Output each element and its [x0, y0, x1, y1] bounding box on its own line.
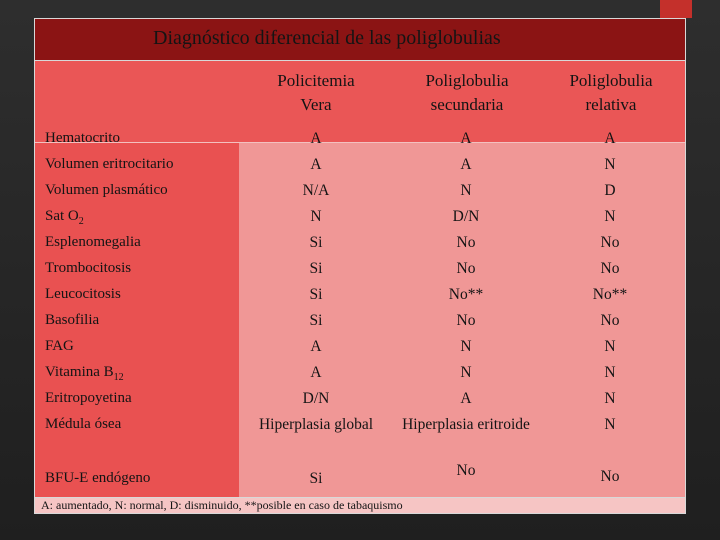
title-bar [35, 19, 685, 61]
row-label-subscript: 2 [78, 216, 84, 227]
table-cell: Hiperplasia global [258, 416, 374, 433]
table-cell: No [456, 462, 476, 479]
table-cell: No** [592, 286, 628, 303]
table-cell: A [460, 156, 472, 173]
row-label-text: Sat O [45, 208, 79, 224]
column-header-policitemia [246, 69, 386, 117]
table-cell: No [600, 468, 620, 485]
table-cell: N [604, 338, 616, 355]
row-label: Volumen plasmático [45, 182, 168, 198]
table-cell: N [460, 364, 472, 381]
column-header-line: Poliglobulia [425, 71, 509, 90]
row-label: BFU-E endógeno [45, 470, 151, 486]
row-label: FAG [45, 338, 74, 354]
table-cell: No [600, 260, 620, 277]
column-header-line: Policitemia [277, 71, 355, 90]
row-label-subscript: 12 [113, 372, 124, 383]
table-cell: No [456, 234, 476, 251]
table-cell: No** [448, 286, 484, 303]
table-cell: N [604, 364, 616, 381]
table-cell: D [604, 182, 616, 199]
table-cell: N [604, 416, 616, 433]
table-cell: No [456, 312, 476, 329]
row-label [45, 208, 84, 227]
column-header-line: relativa [585, 95, 637, 114]
table-cell: N [604, 208, 616, 225]
table-cell: D/N [302, 390, 330, 407]
table-cell: N [460, 182, 472, 199]
footnote [35, 497, 685, 513]
column-header-line: Poliglobulia [569, 71, 653, 90]
footnote-text: A: aumentado, N: normal, D: disminuido, **posible en caso de tabaquismo [41, 498, 403, 512]
row-label: Eritropoyetina [45, 390, 132, 406]
row-label: Trombocitosis [45, 260, 132, 276]
table-cell: A [604, 130, 616, 147]
table-cell: N [460, 338, 472, 355]
table-cell: N [604, 390, 616, 407]
table-frame [34, 18, 686, 514]
slide-title: Diagnóstico diferencial de las poliglobulias [153, 27, 501, 49]
corner-accent [660, 0, 692, 18]
row-label: Médula ósea [45, 416, 122, 432]
table-cell: A [310, 156, 322, 173]
table-cell: A [460, 390, 472, 407]
column-header-line: Vera [300, 95, 332, 114]
table-cell: A [310, 338, 322, 355]
table-cell: D/N [452, 208, 480, 225]
table-cell: Hiperplasia eritroide [402, 416, 530, 433]
column-header-secundaria [397, 69, 537, 117]
table-cell: Si [309, 312, 323, 329]
table-cell: No [600, 234, 620, 251]
table-cell: A [310, 130, 322, 147]
row-label-text: Vitamina B [45, 364, 114, 380]
column-header-relativa [541, 69, 681, 117]
row-label [45, 364, 124, 383]
table-cell: Si [309, 470, 323, 487]
row-label: Basofilia [45, 312, 100, 328]
table-cell: No [456, 260, 476, 277]
table-cell: Si [309, 286, 323, 303]
table-cell: A [310, 364, 322, 381]
row-label: Leucocitosis [45, 286, 121, 302]
table-cell: Si [309, 234, 323, 251]
table-cell: N/A [302, 182, 330, 199]
table-cell: A [460, 130, 472, 147]
table-cell: N [604, 156, 616, 173]
table-cell: No [600, 312, 620, 329]
row-label: Esplenomegalia [45, 234, 141, 250]
row-label: Hematocrito [45, 130, 120, 146]
table-cell: N [310, 208, 322, 225]
row-label: Volumen eritrocitario [45, 156, 174, 172]
column-header-line: secundaria [430, 95, 504, 114]
table-cell: Si [309, 260, 323, 277]
